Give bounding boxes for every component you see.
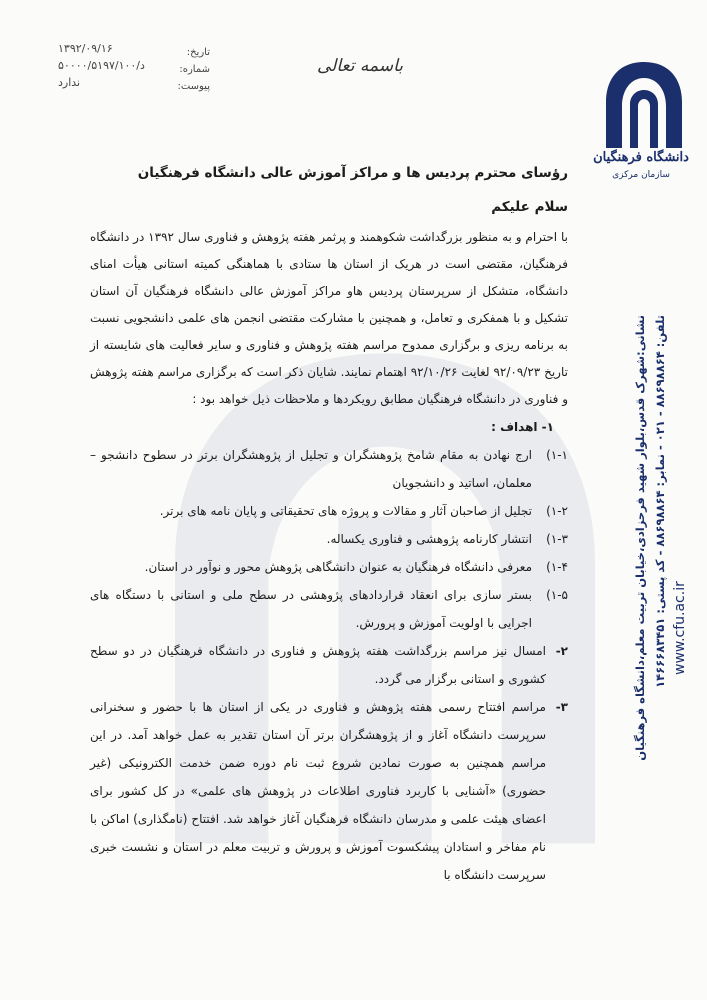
goal-item bbox=[90, 525, 568, 553]
date-value: ۱۳۹۲/۰۹/۱۶ bbox=[58, 42, 113, 55]
attachment-value: ندارد bbox=[58, 76, 81, 89]
section-2 bbox=[90, 637, 568, 693]
goal-text: ارج نهادن به مقام شامخ پژوهشگران و تجلیل از پژوهشگران برتر در سطوح دانشجو –معلمان، اساتید و دانشجویان bbox=[90, 448, 532, 490]
goal-item bbox=[90, 581, 568, 637]
sidebar-website: www.cfu.ac.ir bbox=[672, 581, 688, 675]
sidebar-rotated-text bbox=[630, 315, 700, 761]
date-label: تاریخ: bbox=[186, 47, 210, 58]
university-subtitle: سازمان مرکزی bbox=[612, 170, 670, 180]
goal-number: ۱-۴) bbox=[546, 560, 568, 574]
sidebar-contact-line: تلفن: ۸۸۶۹۸۸۶۴ - ۰۲۱ - نمابر: ۸۸۶۹۸۸۶۴ - کد پستی: ۱۴۶۶۶۸۳۴۵۱ bbox=[653, 315, 667, 688]
goal-text: تجلیل از صاحبان آثار و مقالات و پروژه های تحقیقاتی و پایان نامه های برتر. bbox=[159, 504, 532, 518]
recipient-line: رؤسای محترم پردیس ها و مراکز آموزش عالی دانشگاه فرهنگیان bbox=[137, 165, 568, 181]
goal-text: انتشار کارنامه پژوهشی و فناوری یکساله. bbox=[326, 532, 532, 546]
section-2-text: امسال نیز مراسم بزرگداشت هفته پژوهش و فناوری در دانشگاه فرهنگیان در دو سطح کشوری و استانی برگزار می گردد. bbox=[90, 644, 546, 686]
attachment-label: پیوست: bbox=[177, 81, 210, 92]
bismillah-heading: باسمه تعالی bbox=[317, 56, 403, 76]
intro-paragraph: با احترام و به منظور بزرگداشت شکوهمند و پرثمر هفته پژوهش و فناوری سال ۱۳۹۲ در دانشگاه فرهنگیان، مقتضی است در هریک از استان ها ستادی با هماهنگی کمیته استانی هیأت امنای دانشگاه، متشکل از سرپرستان پردیس هاو مراکز آموزش عالی دانشگاه فرهنگیان آن استان تشکیل و با همفکری و تعامل، و همچنین با مشارکت مقتضی انجمن های علمی دانشجویی نسبت به برنامه ریزی و برگزاری ممدوح مراسم هفته پژوهش و فناوری و سایر فعالیت های شایسته از تاریخ ۹۲/۰۹/۲۳ لغایت ۹۲/۱۰/۲۶ اهتمام نمایند. شایان ذکر است که برگزاری مراسم هفته پژوهش و فناوری در دانشگاه فرهنگیان مطابق رویکردها و ملاحظات ذیل خواهد بود : bbox=[90, 230, 569, 406]
goal-item bbox=[90, 553, 568, 581]
sidebar-address: نشانی:شهرک قدس،بلوار شهید فرحزادی،خیابان تربیت معلم،دانشگاه فرهنگیان bbox=[633, 315, 647, 761]
goal-number: ۱-۱) bbox=[546, 448, 568, 462]
salutation: سلام علیکم bbox=[491, 199, 568, 215]
number-value: ۵۰۰۰۰/۵۱۹۷/۱۰۰/د bbox=[58, 59, 145, 72]
university-logo-icon bbox=[598, 56, 690, 186]
goal-item bbox=[90, 441, 568, 497]
number-label: شماره: bbox=[179, 64, 210, 75]
letter-body bbox=[90, 160, 568, 889]
section-3 bbox=[90, 693, 568, 889]
section-3-number: ۳- bbox=[555, 700, 568, 714]
goal-text: بستر سازی برای انعقاد قراردادهای پژوهشی در سطح ملی و استانی با دستگاه های اجرایی با اولویت آموزش و پرورش. bbox=[90, 588, 532, 630]
university-name: دانشگاه فرهنگیان bbox=[593, 150, 689, 165]
meta-labels bbox=[160, 44, 210, 95]
goal-number: ۱-۲) bbox=[546, 504, 568, 518]
section-goals-title: ۱- اهداف : bbox=[491, 420, 554, 434]
goal-number: ۱-۳) bbox=[546, 532, 568, 546]
meta-values bbox=[58, 40, 158, 91]
goal-number: ۱-۵) bbox=[546, 588, 568, 602]
section-2-number: ۲- bbox=[555, 644, 568, 658]
section-3-text: مراسم افتتاح رسمی هفته پژوهش و فناوری در یکی از استان ها با حضور و سخنرانی سرپرست دانشگاه آغاز و از پژوهشگران برتر آن استان تقدیر به عمل خواهد آمد. در این مراسم همچنین به صورت نمادین شروع ثبت نام دوره ضمن خدمت الکترونیکی (غیر حضوری) «آشنایی با کاربرد فناوری اطلاعات در پژوهش های علمی» در کل کشور برای اعضای هیئت علمی و مدرسان دانشگاه فرهنگیان آغاز خواهد شد. افتتاح (نامگذاری) اماکن با نام مفاخر و استادان پیشکسوت آموزش و پرورش و تربیت معلم در استان و نشست خبری سرپرست دانشگاه با bbox=[90, 700, 546, 882]
goal-text: معرفی دانشگاه فرهنگیان به عنوان دانشگاهی پژوهش محور و نوآور در استان. bbox=[144, 560, 532, 574]
sidebar-contact bbox=[630, 300, 700, 761]
goal-item bbox=[90, 497, 568, 525]
